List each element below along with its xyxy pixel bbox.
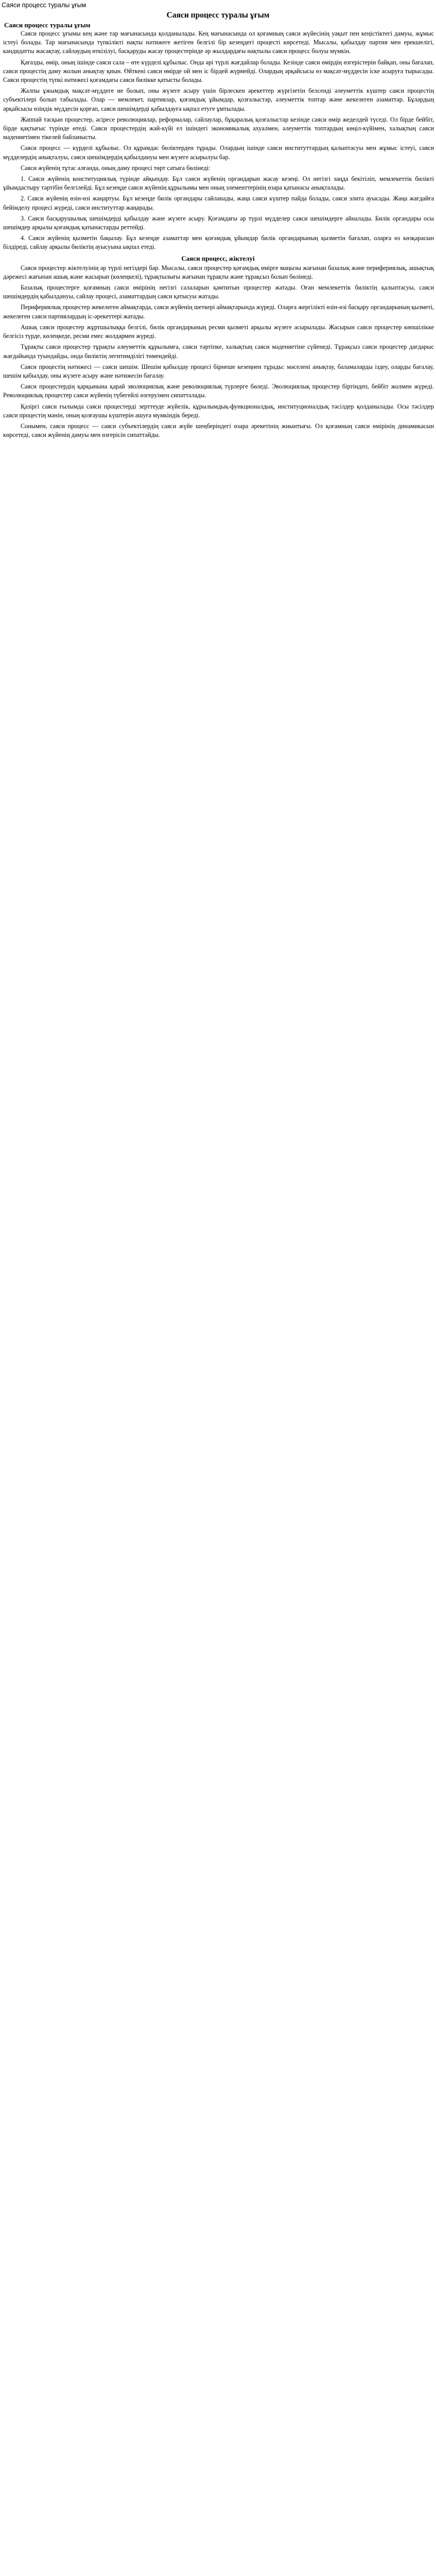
section-heading: Саяси процесс, жіктелуі xyxy=(181,254,255,262)
list-item: 4. Саяси жүйенің қызметін бақылау. Бұл кезеңде азаматтар мен қоғамдық ұйымдар билік органдарының қызметін бағалап, оларға өз көзқарасын білдіреді, сайлау арқылы биліктің ауысуына ықпал етеді. xyxy=(3,234,434,251)
paragraph: Жаппай тасқын процестер, әсіресе революциялар, реформалар, сайлаулар, бұқаралық қозғалыстар кезінде саяси өмір жеделдей түседі. Ол бірде бейбіт, бірде қақтығыс түрінде өтеді. Саяси процестердің жай-күйі ел ішіндегі экономикалық ахуалмен, әлеуметтік топтардың көңіл-күйімен, халықтың саяси мәдениетімен тікелей байланысты. xyxy=(3,115,434,141)
document-title: Саяси процесс туралы ұғым xyxy=(166,11,270,20)
document-body xyxy=(0,10,436,2576)
list-item: 3. Саяси басқарушылық шешімдерді қабылдау және жүзеге асыру. Қоғамдағы әр түрлі мүдделер саяси шешімдерге айналады. Билік органдары осы шешімдер арқылы қоғамдық қатынастарды реттейді. xyxy=(3,214,434,231)
paragraph: Базалық процестерге қоғамның саяси өмірінің негізгі салаларын қамтитын процестер жатады. Оған мемлекеттік биліктің қалыптасуы, саяси шешімдердің қабылдануы, сайлау процесі, азаматтардың саяси қатысуы жатады. xyxy=(3,284,434,300)
paragraph: Перифериялық процестер жекелеген аймақтарда, саяси жүйенің шеткері аймақтарында жүреді. Оларға жергілікті өзін-өзі басқару органдарының қызметі, жекелеген саяси партиялардың іс-әрекеттері жатады. xyxy=(3,303,434,320)
paragraph: Саяси процестердің қарқынына қарай эволюциялық және революциялық түрлерге бөледі. Эволюциялық процестер біртіндеп, бейбіт жолмен жүреді. Революциялық процестер саяси жүйенің түбегейлі өзгеруімен сипатталады. xyxy=(3,383,434,399)
paragraph: Саяси процестің нәтижесі — саяси шешім. Шешім қабылдау процесі бірнеше кезеңнен тұрады: мәселені анықтау, баламаларды іздеу, оларды бағалау, шешім қабылдау, оны жүзеге асыру және нәтижесін бағалау. xyxy=(3,363,434,379)
paragraph: Қазіргі саяси ғылымда саяси процестерді зерттеуде жүйелік, құрылымдық-функционалдық, институционалдық тәсілдер қолданылады. Осы тәсілдер саяси процестің мәнін, оның қозғаушы күштерін ашуға мүмкіндік береді. xyxy=(3,402,434,419)
paragraphs-part1 xyxy=(0,29,436,252)
paragraph: Саяси процесс ұғымы кең және тар мағынасында қолданылады. Кең мағынасында ол қоғамның саяси жүйесінің уақыт пен кеңістіктегі дамуы, жұмыс істеуі болады. Тар мағынасында түпкілікті нақты нәтижеге жетіген белгілі бір кезеңдегі процесті көрсетеді. Мысалы, қабылдау партия мен ерекшелігі, кандидатты жасақтау, сайлаудың өткізілуі, басқаруды жасау процестерінде әр жылдардағы нақтылы саяси процесс болуы мүмкін. xyxy=(3,30,434,55)
paragraph: Саяси процестер жіктелуінің әр түрлі негіздері бар. Мысалы, саяси процестер қоғамдық өмірге маңызы жағынан базалық және перифериялық, ашықтық дәрежесі жағынан ашық және жасырын (көлеңкелі), тұрақтылығы жағынан тұрақты және тұрақсыз болып бөлінеді. xyxy=(3,264,434,280)
document-subtitle: Саяси процесс туралы ұғым xyxy=(4,21,91,29)
paragraph: Саяси жүйенің тұтас алғанда, оның даму процесі төрт сатыға бөлінеді: xyxy=(21,164,211,172)
list-item: 2. Саяси жүйенің өзін-өзі жаңартуы. Бұл кезеңде билік органдары сайланады, жаңа саяси күштер пайда болады, саяси элита ауысады. Жаңа жағдайға бейімделу процесі жүреді, саяси институттар жаңарады. xyxy=(3,195,434,211)
paragraph: Ашық саяси процестер жұртшылыққа белгілі, билік органдарының ресми қызметі арқылы жүзеге асырылады. Жасырын саяси процестер көпшілікке белгісіз түрде, көлеңкеде, ресми емес жолдармен жүреді. xyxy=(3,323,434,340)
paragraph: Сонымен, саяси процесс — саяси субъектілердің саяси жүйе шеңберіндегі өзара әрекетінің жиынтығы. Ол қоғамның саяси өмірінің динамикасын көрсетеді, саяси жүйенің дамуы мен өзгерісін сипаттайды. xyxy=(3,422,434,439)
list-item: 1. Саяси жүйенің конституциялық түрінде айқындау. Бұл саяси жүйенің органдарын жасау кезеңі. Ол негізгі заңда бекітіліп, мемлекеттік билікті ұйымдастыру тәртібін белгілейді. Бұл кезеңде саяси жүйенің құрылымы мен оның элементтерінің өзара қатынасы анықталады. xyxy=(3,175,434,192)
paragraphs-part2 xyxy=(0,264,436,440)
paragraph: Қағазды, өмір, оның ішінде саяси сала – өте күрделі құбылыс. Онда әрі түрлі жағдайлар болады. Кезінде саяси өмірдің өзгерістерін байқап, оны бағалап, саяси процестің даму жолын анықтау қиын. Өйткені саяси өмірде ой мен іс бірдей жүрмейді. Олардың әрқайсысы өз мақсат-мүддесін іске асыруға тырысады. Саяси процестің түпкі нәтижесі қоғамдағы саяси билікке қатысты болады. xyxy=(3,58,434,84)
paragraph: Жалпы ұжымдық мақсат-мүддеге ие болып, оны жүзеге асыру үшін бірлескен әрекеттер жүргізетін белсенді әлеуметтік күштер саяси процестің субъектілері болып табылады. Олар — мемлекет, партиялар, қоғамдық ұйымдар, қозғалыстар, әлеуметтік топтар және жекелеген азаматтар. Бұлардың әрқайсысы өзіндік мүддесін қорғап, саяси шешімдерді қабылдауға ықпал етуге ұмтылады. xyxy=(3,87,434,112)
paragraph: Тұрақты саяси процестер тұрақты әлеуметтік құрылымға, саяси тәртіпке, халықтың саяси мәдениетіне сүйенеді. Тұрақсыз саяси процестер дағдарыс жағдайында туындайды, онда биліктің легитимділігі төмендейді. xyxy=(3,343,434,360)
paragraph: Саяси процесс — күрделі құбылыс. Ол құрамдас бөліктерден тұрады. Олардың ішінде саяси институттардың қалыптасуы мен жұмыс істеуі, саяси мүдделердің анықталуы, саяси шешімдердің қабылдануы мен жүзеге асырылуы бар. xyxy=(3,144,434,161)
window-header: Саяси процесс туралы ұғым xyxy=(2,2,86,9)
